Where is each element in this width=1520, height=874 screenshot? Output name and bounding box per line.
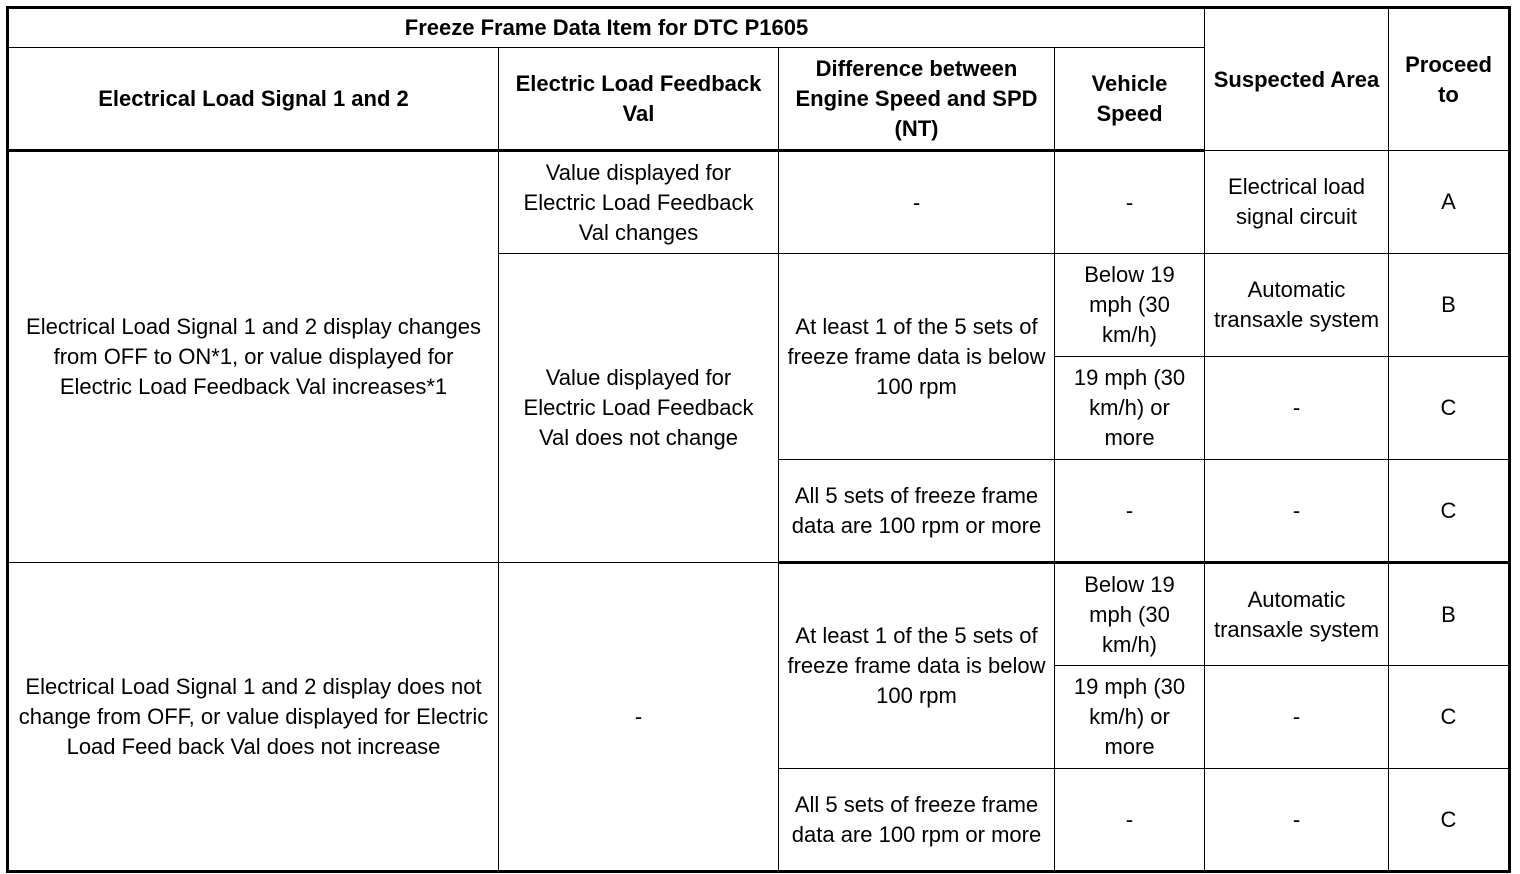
group1-row-c2-proceed-cell: C — [1389, 460, 1510, 563]
vehicle-speed-header: Vehicle Speed — [1055, 48, 1205, 151]
group2-row-c2-difference-cell: All 5 sets of freeze frame data are 100 rpm or more — [779, 769, 1055, 872]
group2-row-c1-vehicle-speed-cell: 19 mph (30 km/h) or more — [1055, 666, 1205, 769]
group1-signal-cell: Electrical Load Signal 1 and 2 display changes from OFF to ON*1, or value displayed for Electric Load Feedback Val increases*1 — [8, 151, 499, 563]
group2-row-b-suspected-area-cell: Automatic transaxle system — [1205, 563, 1389, 666]
group2-row-c2-vehicle-speed-cell: - — [1055, 769, 1205, 872]
header-row-1 — [8, 8, 1510, 48]
group1-row-c1-vehicle-speed-cell: 19 mph (30 km/h) or more — [1055, 357, 1205, 460]
group1-row-a-vehicle-speed-cell: - — [1055, 151, 1205, 254]
group2-difference-below-cell: At least 1 of the 5 sets of freeze frame data is below 100 rpm — [779, 563, 1055, 769]
group1-difference-below-cell: At least 1 of the 5 sets of freeze frame data is below 100 rpm — [779, 254, 1055, 460]
table-row — [8, 563, 1510, 666]
dtc-p1605-table — [6, 6, 1511, 873]
group1-row-c2-suspected-area-cell: - — [1205, 460, 1389, 563]
group1-row-b-suspected-area-cell: Automatic transaxle system — [1205, 254, 1389, 357]
suspected-area-header: Suspected Area — [1205, 8, 1389, 151]
group1-row-b-proceed-cell: B — [1389, 254, 1510, 357]
group1-feedback-changes-cell: Value displayed for Electric Load Feedback Val changes — [499, 151, 779, 254]
feedback-header: Electric Load Feedback Val — [499, 48, 779, 151]
group1-row-c2-vehicle-speed-cell: - — [1055, 460, 1205, 563]
group1-row-b-vehicle-speed-cell: Below 19 mph (30 km/h) — [1055, 254, 1205, 357]
group1-row-c1-proceed-cell: C — [1389, 357, 1510, 460]
group2-row-b-proceed-cell: B — [1389, 563, 1510, 666]
proceed-to-header: Proceed to — [1389, 8, 1510, 151]
group1-row-c2-difference-cell: All 5 sets of freeze frame data are 100 rpm or more — [779, 460, 1055, 563]
group1-row-c1-suspected-area-cell: - — [1205, 357, 1389, 460]
freeze-frame-group-header: Freeze Frame Data Item for DTC P1605 — [8, 8, 1205, 48]
group2-row-c1-proceed-cell: C — [1389, 666, 1510, 769]
group1-row-a-suspected-area-cell: Electrical load signal circuit — [1205, 151, 1389, 254]
group1-row-a-difference-cell: - — [779, 151, 1055, 254]
group2-row-c2-proceed-cell: C — [1389, 769, 1510, 872]
group2-feedback-cell: - — [499, 563, 779, 872]
group1-row-a-proceed-cell: A — [1389, 151, 1510, 254]
group2-row-b-vehicle-speed-cell: Below 19 mph (30 km/h) — [1055, 563, 1205, 666]
group2-row-c2-suspected-area-cell: - — [1205, 769, 1389, 872]
signal-header: Electrical Load Signal 1 and 2 — [8, 48, 499, 151]
group2-row-c1-suspected-area-cell: - — [1205, 666, 1389, 769]
table-row — [8, 151, 1510, 254]
group2-signal-cell: Electrical Load Signal 1 and 2 display does not change from OFF, or value displayed for Electric Load Feed back Val does not increase — [8, 563, 499, 872]
group1-feedback-no-change-cell: Value displayed for Electric Load Feedback Val does not change — [499, 254, 779, 563]
difference-header: Difference between Engine Speed and SPD (NT) — [779, 48, 1055, 151]
